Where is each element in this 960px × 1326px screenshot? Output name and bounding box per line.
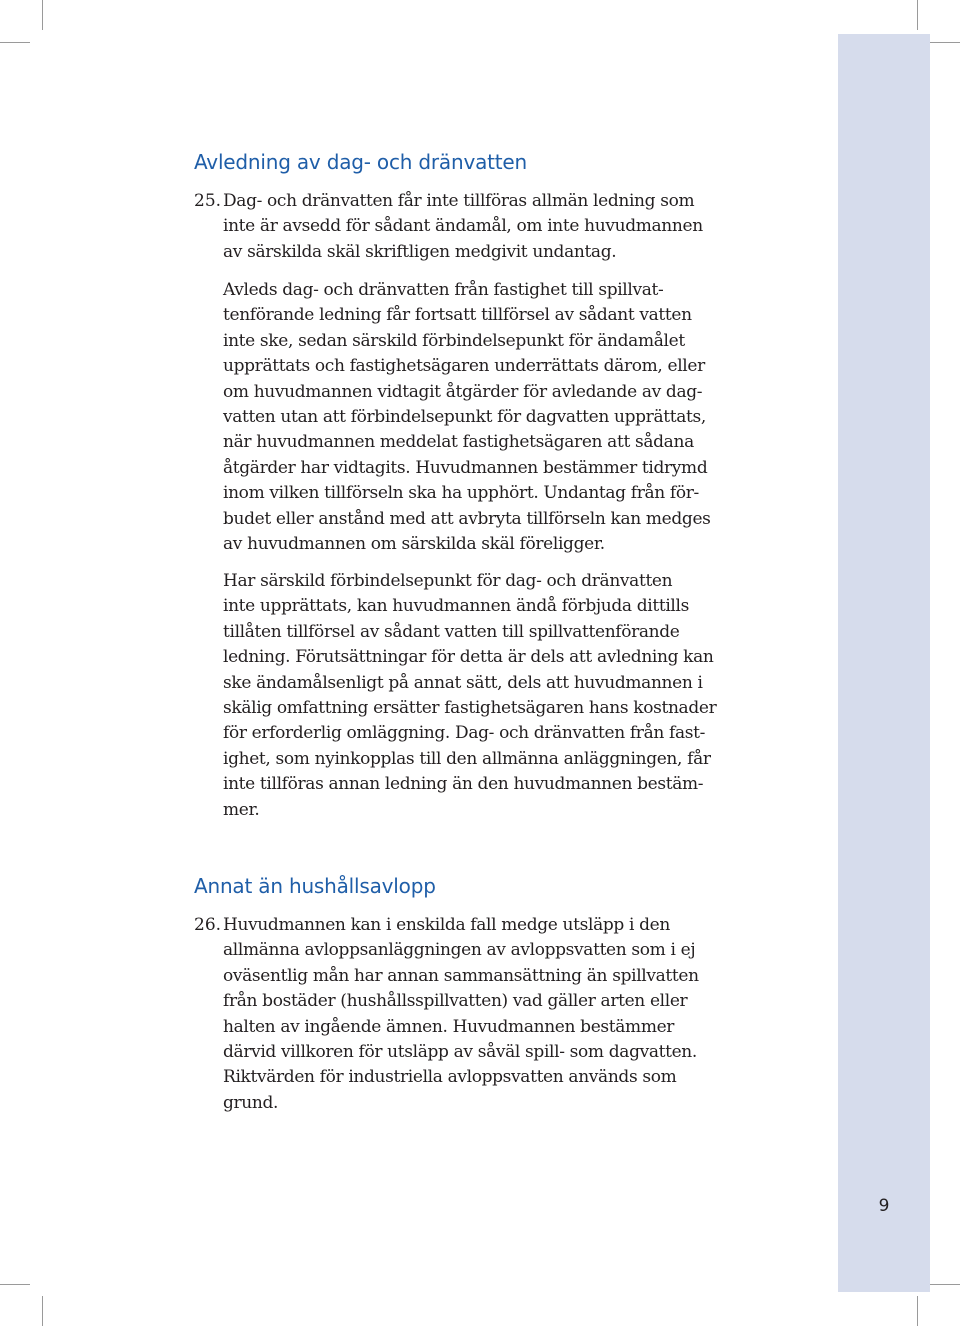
section-heading: Avledning av dag- och dränvatten xyxy=(194,150,528,174)
text-line: skälig omfattning ersätter fastighetsägaren hans kostnader xyxy=(223,698,717,719)
paragraph xyxy=(223,189,723,265)
text-line: inte ske, sedan särskild förbindelsepunkt för ändamålet xyxy=(223,330,685,351)
text-line: Dag- och dränvatten får inte tillföras allmän ledning som xyxy=(223,191,695,211)
paragraph xyxy=(223,569,723,823)
text-line: inte tillföras annan ledning än den huvudmannen bestäm- xyxy=(223,774,704,795)
side-margin-band xyxy=(838,34,930,1292)
text-line: inte är avsedd för sådant ändamål, om inte huvudmannen xyxy=(223,216,703,237)
crop-mark xyxy=(0,42,30,43)
text-line: grund. xyxy=(223,1092,279,1113)
text-line: ighet, som nyinkopplas till den allmänna anläggningen, får xyxy=(223,748,711,769)
paragraph xyxy=(223,278,723,557)
text-line: tillåten tillförsel av sådant vatten till spillvattenförande xyxy=(223,621,680,642)
text-line: när huvudmannen meddelat fastighetsägaren att sådana xyxy=(223,432,694,453)
text-line: Riktvärden för industriella avloppsvatten används som xyxy=(223,1067,677,1088)
paragraph xyxy=(223,913,723,1116)
text-line: från bostäder (hushållsspillvatten) vad gäller arten eller xyxy=(223,991,688,1012)
crop-mark xyxy=(42,0,43,30)
crop-mark xyxy=(0,1284,30,1285)
clause-number: 26. xyxy=(194,915,222,935)
crop-mark xyxy=(930,42,960,43)
text-line: av huvudmannen om särskilda skäl föreligger. xyxy=(223,534,605,555)
text-line: av särskilda skäl skriftligen medgivit undantag. xyxy=(223,241,617,262)
text-line: upprättats och fastighetsägaren underrättats därom, eller xyxy=(223,356,705,377)
text-line: Huvudmannen kan i enskilda fall medge utsläpp i den xyxy=(223,915,670,935)
section-heading: Annat än hushållsavlopp xyxy=(194,874,436,898)
crop-mark xyxy=(917,1296,918,1326)
text-line: vatten utan att förbindelsepunkt för dagvatten upprättats, xyxy=(223,407,706,428)
text-line: oväsentlig mån har annan sammansättning än spillvatten xyxy=(223,965,699,986)
text-line: allmänna avloppsanläggningen av avloppsvatten som i ej xyxy=(223,940,696,961)
text-line: budet eller anstånd med att avbryta tillförseln kan medges xyxy=(223,508,711,529)
text-line: Har särskild förbindelsepunkt för dag- och dränvatten xyxy=(223,571,673,591)
page-number: 9 xyxy=(878,1196,890,1216)
text-line: för erforderlig omläggning. Dag- och dränvatten från fast- xyxy=(223,723,705,744)
text-line: inom vilken tillförseln ska ha upphört. Undantag från för- xyxy=(223,483,699,504)
text-line: tenförande ledning får fortsatt tillförsel av sådant vatten xyxy=(223,305,692,326)
crop-mark xyxy=(42,1296,43,1326)
text-line: därvid villkoren för utsläpp av såväl spill- som dagvatten. xyxy=(223,1042,697,1063)
text-line: ske ändamålsenligt på annat sätt, dels att huvudmannen i xyxy=(223,672,703,693)
text-line: ledning. Förutsättningar för detta är dels att avledning kan xyxy=(223,647,714,668)
text-line: inte upprättats, kan huvudmannen ändå förbjuda dittills xyxy=(223,596,689,617)
text-line: om huvudmannen vidtagit åtgärder för avledande av dag- xyxy=(223,381,703,402)
crop-mark xyxy=(917,0,918,30)
text-line: mer. xyxy=(223,799,260,820)
text-line: åtgärder har vidtagits. Huvudmannen bestämmer tidrymd xyxy=(223,457,708,478)
clause-number: 25. xyxy=(194,191,222,211)
text-line: Avleds dag- och dränvatten från fastighet till spillvat- xyxy=(223,280,664,300)
crop-mark xyxy=(930,1284,960,1285)
text-line: halten av ingående ämnen. Huvudmannen bestämmer xyxy=(223,1016,675,1037)
